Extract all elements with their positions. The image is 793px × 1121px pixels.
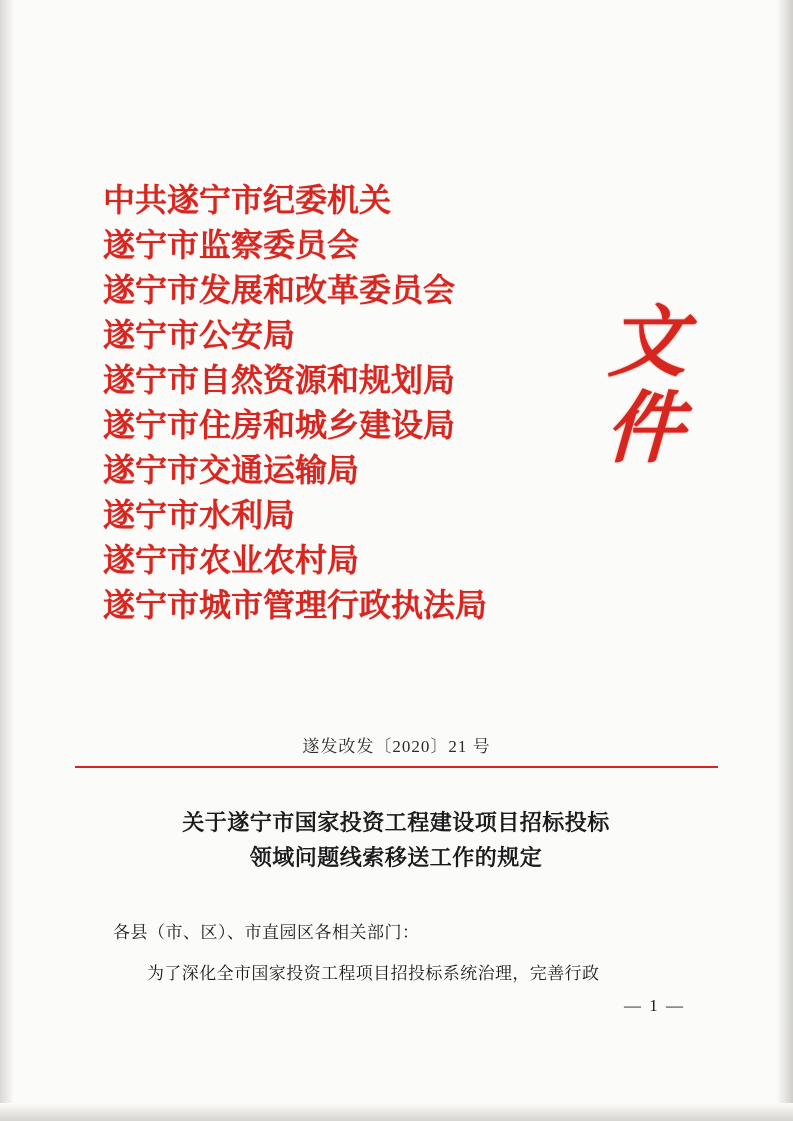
masthead-line-7 xyxy=(103,448,573,493)
masthead-line-6 xyxy=(103,403,573,448)
page-title xyxy=(96,805,696,875)
masthead-line-5 xyxy=(103,358,573,403)
document-number: 遂发改发〔2020〕21 号 xyxy=(302,737,491,756)
masthead-line-2-text: 遂宁市监察委员会 xyxy=(103,227,360,263)
title-line-2: 领域问题线索移送工作的规定 xyxy=(249,845,543,870)
masthead-line-2 xyxy=(103,223,573,268)
masthead-line-9 xyxy=(103,538,573,583)
masthead-line-7-text: 遂宁市交通运输局 xyxy=(103,452,360,488)
masthead-line-10 xyxy=(103,583,573,628)
masthead-line-8-text: 遂宁市水利局 xyxy=(103,497,296,533)
wenjian-emblem-text xyxy=(583,300,709,472)
title-line-1: 关于遂宁市国家投资工程建设项目招标投标 xyxy=(182,810,610,835)
masthead-line-1 xyxy=(103,178,573,223)
wenjian-char-2: 件 xyxy=(603,385,686,472)
masthead xyxy=(103,178,573,628)
red-divider-rule xyxy=(75,766,718,768)
masthead-line-1-text: 中共遂宁市纪委机关 xyxy=(103,182,392,218)
masthead-line-9-text: 遂宁市农业农村局 xyxy=(103,542,360,578)
masthead-line-6-text: 遂宁市住房和城乡建设局 xyxy=(103,407,456,443)
masthead-line-4-text: 遂宁市公安局 xyxy=(103,317,296,353)
masthead-line-8 xyxy=(103,493,573,538)
wenjian-char-1: 文 xyxy=(606,299,689,386)
masthead-line-10-text: 遂宁市城市管理行政执法局 xyxy=(103,587,488,623)
body-paragraph: 为了深化全市国家投资工程项目招投标系统治理，完善行政 xyxy=(147,964,600,983)
salutation: 各县（市、区）、市直园区各相关部门： xyxy=(113,923,420,942)
page-number: — 1 — xyxy=(624,996,685,1015)
masthead-line-3-text: 遂宁市发展和改革委员会 xyxy=(103,272,456,308)
masthead-line-3 xyxy=(103,268,573,313)
masthead-line-5-text: 遂宁市自然资源和规划局 xyxy=(103,362,456,398)
masthead-line-4 xyxy=(103,313,573,358)
